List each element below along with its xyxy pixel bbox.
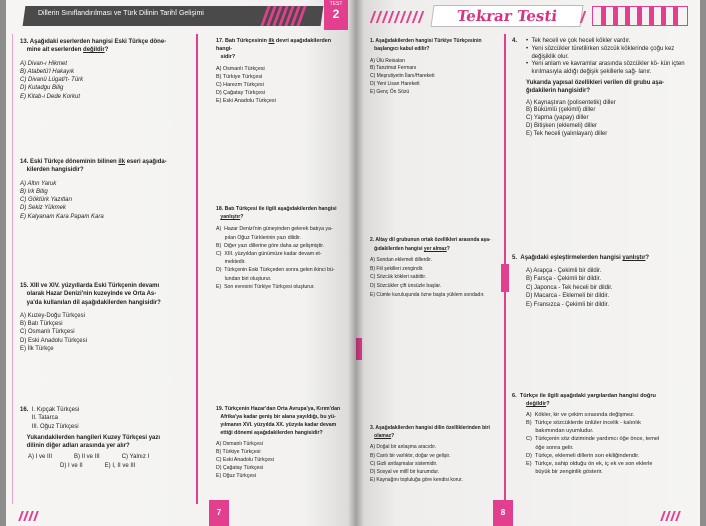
- option[interactable]: E) Kitab-ı Dede Korkut: [20, 93, 81, 100]
- test-number: 2: [332, 7, 340, 21]
- option[interactable]: B) Türkiye Türkçesi: [216, 449, 261, 455]
- option[interactable]: D) Bitişken (eklemeli) diller: [526, 122, 598, 129]
- page-title: Tekrar Testi: [430, 5, 583, 27]
- option[interactable]: C) Türkçenin söz diziminde yardımcı öğe önce, temel: [526, 436, 660, 443]
- option[interactable]: E) Tek heceli (yalınlayan) diller: [526, 130, 608, 137]
- question-stem: Aşağıdakilerden hangisi Türkiye Türkçesinin: [375, 38, 482, 44]
- option[interactable]: D) Çağatay Türkçesi: [216, 465, 264, 471]
- option[interactable]: D) Sözcükler çift ünsüzle başlar.: [370, 282, 442, 289]
- option[interactable]: B) Diğer yazı dillerine göre daha az gelişmiştir.: [216, 242, 325, 249]
- option[interactable]: D) Türkçe, eklemeli dillerin son ekiliğindendir.: [526, 452, 640, 459]
- test-label: TEST: [329, 1, 343, 7]
- question-19: [216, 405, 348, 480]
- question-stem-emphasis: yer almaz: [423, 245, 447, 252]
- side-tab: [501, 264, 509, 292]
- question-6: [512, 392, 696, 476]
- option[interactable]: B) Irk Bitig: [20, 188, 48, 195]
- option[interactable]: D) Kutadgu Bilig: [20, 85, 64, 92]
- question-stem-end: ?: [546, 401, 550, 408]
- test-badge: [324, 0, 348, 30]
- option[interactable]: B) Türkiye Türkçesi: [216, 74, 263, 81]
- question-stem-emphasis: ilk: [268, 38, 275, 44]
- option[interactable]: C) Eski Anadolu Türkçesi: [216, 457, 274, 463]
- question-18: [216, 205, 346, 291]
- option[interactable]: B) Farsça - Çekimli bir dildir.: [526, 276, 602, 283]
- option[interactable]: D) I ve II: [60, 462, 83, 469]
- question-stem: başlangıcı kabul edilir?: [374, 45, 430, 52]
- question-stem-end: ?: [645, 255, 650, 261]
- question-stem: ğıdakilerden hangisi: [374, 245, 424, 252]
- right-page-number: 8: [493, 500, 513, 526]
- question-stem-end: ?: [391, 433, 395, 440]
- question-stem: devri aşağıdakilerden hangi-: [216, 38, 332, 52]
- option[interactable]: A) Arapça - Çekimli bir dildir.: [526, 267, 602, 274]
- question-stem: yılmanın XVI. yüzyılda XX. yüzyıla kadar devam: [220, 422, 337, 428]
- option[interactable]: E) Eski Anadolu Türkçesi: [216, 97, 276, 104]
- option[interactable]: D) Macarca - Eklemeli bir dildir.: [526, 293, 610, 300]
- statement-bullet: Yeni anlam ve kavramlar arasında sözcükler kö- kün içten kırılmasıyla aldığı değişik şekillerle sağ- lanır.: [531, 61, 685, 76]
- left-header-stripes: [264, 6, 314, 26]
- question-number: 17.: [216, 38, 224, 44]
- option[interactable]: C) Sözcük kökleri sabittir.: [370, 274, 427, 281]
- option[interactable]: C) Harezm Türkçesi: [216, 81, 264, 88]
- question-stem: Batı Türkçesi ile ilgili aşağıdakilerden hangisi: [224, 206, 337, 212]
- option[interactable]: D) Sekiz Yükmek: [20, 205, 66, 212]
- option[interactable]: E) Oğuz Türkçesi: [216, 473, 256, 479]
- question-number: 3.: [370, 425, 375, 431]
- question-number: 14.: [20, 159, 29, 165]
- option[interactable]: B) Tanzimat Fermanı: [370, 65, 417, 72]
- question-2: [370, 236, 500, 299]
- question-stem-end: ?: [240, 214, 244, 221]
- option[interactable]: C) Osmanlı Türkçesi: [20, 329, 75, 336]
- left-page-number: 7: [209, 500, 229, 526]
- option-continued: öğe sonra gelir.: [526, 444, 574, 451]
- option[interactable]: A) Ülü Reisaları: [370, 57, 406, 64]
- option[interactable]: E) Cümle kuruluşunda özne başta yüklem sondadır.: [370, 291, 485, 298]
- question-stem-emphasis: yanlıştır: [220, 214, 241, 221]
- option[interactable]: D) Türkçenin Eski Türkçeden sonra gelen ikinci bü-: [216, 267, 335, 274]
- question-stem: Aşağıdaki eserlerden hangisi Eski Türkçe döne-: [29, 39, 167, 45]
- option[interactable]: E) İlk Türkçe: [20, 346, 54, 353]
- option[interactable]: B) Türkçe sözcüklerde ünlüler incelik - kalınlık: [526, 420, 641, 427]
- option[interactable]: B) Bükümlü (çekimli) diller: [526, 107, 596, 114]
- question-stem: Türkçenin Hazar'dan Orta Avrupa'ya, Kırım'dan: [224, 406, 341, 412]
- book-gutter: [348, 0, 364, 526]
- option[interactable]: C) Divanü Lügati't- Türk: [20, 77, 84, 84]
- option-continued: büyük bir zenginlik gösterir.: [526, 468, 603, 475]
- option[interactable]: A) Kökler, kir ve çekim sırasında değişmez.: [526, 412, 635, 419]
- question-number: 18.: [216, 206, 224, 212]
- option[interactable]: C) Yalnız I: [121, 454, 150, 461]
- question-stem: Aşağıdakilerden hangisi dilin özelliklerinden biri: [375, 425, 490, 431]
- right-page: [356, 0, 700, 526]
- option[interactable]: C) Gizli antlaşmalar sistemidir.: [370, 460, 438, 467]
- option[interactable]: E) Genç Ön Sözü: [370, 88, 410, 95]
- left-header-title: Dillerin Sınıflandırılması ve Türk Dilinin Tarihî Gelişimi: [38, 10, 204, 17]
- question-stem: ya'da kullanılan dil aşağıdakilerden hangisidir?: [26, 299, 161, 306]
- right-header-stripes-mid: [582, 10, 588, 22]
- option[interactable]: B) II ve III: [74, 454, 100, 461]
- question-stem: ettiği dönemi aşağıdakilerden hangisidir?: [220, 430, 323, 436]
- question-3: [370, 424, 500, 484]
- question-stem-emphasis: ilk: [118, 159, 126, 165]
- option-continued: mektedir.: [216, 259, 246, 266]
- question-stem: kilerden hangisidir?: [26, 167, 84, 174]
- column-divider: [196, 34, 198, 504]
- option[interactable]: D) Eski Anadolu Türkçesi: [20, 337, 87, 344]
- question-stem: Yukarıda yapısal özellikleri verilen dil grubu aşa-: [526, 79, 665, 86]
- question-number: 5.: [512, 255, 518, 261]
- option[interactable]: D) Yeni Lisan Hareketi: [370, 80, 420, 87]
- statement-bullet: Tek heceli ve çok heceli kökler vardır.: [531, 38, 631, 44]
- question-number: 2.: [370, 237, 375, 243]
- question-number: 6.: [512, 393, 517, 399]
- question-stem: eseri aşağıda-: [125, 159, 167, 165]
- option[interactable]: E) I, II ve III: [104, 462, 136, 469]
- right-header-stripes-left: [372, 10, 426, 22]
- question-stem: ğıdakilerin hangisidir?: [526, 87, 591, 94]
- question-number: 16.: [20, 407, 29, 413]
- statement-item: I. Kıpçak Türkçesi: [31, 407, 80, 413]
- option[interactable]: B) Atabetü'l Hakayık: [20, 68, 74, 75]
- question-number: 15.: [20, 283, 29, 289]
- option[interactable]: C) XIII. yüzyıldan günümüze kadar devam et-: [216, 251, 322, 258]
- question-number: 1.: [370, 38, 375, 44]
- question-stem-emphasis: yanlıştır: [622, 255, 646, 261]
- option[interactable]: A) Osmanlı Türkçesi: [216, 66, 265, 73]
- question-stem: mine ait eserlerden: [26, 47, 84, 54]
- option[interactable]: A) Altın Yaruk: [20, 180, 57, 187]
- statement-item: III. Oğuz Türkçesi: [31, 423, 79, 430]
- question-16: [20, 406, 195, 470]
- option[interactable]: D) Sosyal ve millî bir kurumdur.: [370, 469, 440, 476]
- question-5: [512, 254, 694, 310]
- question-stem-emphasis: değildir: [83, 47, 105, 54]
- left-page: [6, 0, 356, 526]
- option[interactable]: B) Batı Türkçesi: [20, 321, 63, 328]
- question-number: 19.: [216, 406, 224, 412]
- option[interactable]: E) Kaynağını topluluğa göre kendisi korur.: [370, 477, 463, 484]
- option-continued: bakımından uyumludur.: [526, 428, 594, 435]
- question-stem: XIII ve XIV. yüzyıllarda Eski Türkçenin devamı: [30, 283, 160, 289]
- question-stem: dilinin diğer adları arasında yer alır?: [26, 443, 130, 450]
- question-stem: Afrika'ya kadar geniş bir alana yayıldığı, bu yü-: [220, 414, 336, 420]
- option[interactable]: A) Sondan eklemeli dillerdir.: [370, 257, 432, 264]
- option-continued: lundan biri oluşturur.: [216, 275, 272, 282]
- question-number: 13.: [20, 39, 29, 45]
- question-15: [20, 282, 195, 353]
- option[interactable]: A) Doğal bir anlaşma aracıdır.: [370, 444, 437, 451]
- right-header-box: [592, 6, 688, 26]
- statement-bullet: Yeni sözcükler türetilirken sözcük köklerinde çoğu kez değişiklik olur.: [531, 45, 675, 60]
- option[interactable]: B) Canlı bir varlıktır, doğar ve gelişir.: [370, 452, 451, 459]
- option[interactable]: E) Son evresini Türkiye Türkçesi oluşturur.: [216, 283, 315, 290]
- left-bottom-stripes: [20, 508, 40, 526]
- question-stem: Yukarıdakilerden hangileri Kuzey Türkçesi yazı: [26, 434, 161, 441]
- option[interactable]: E) Fransızca - Çekimli bir dildir.: [526, 301, 610, 308]
- question-stem: Altay dil grubunun ortak özellikleri arasında aşa-: [375, 237, 491, 243]
- option[interactable]: C) Yapma (yapay) diller: [526, 115, 589, 122]
- option[interactable]: A) Divan-ı Hikmet: [20, 60, 68, 67]
- left-margin-line: [12, 34, 13, 504]
- option[interactable]: C) Japonca - Tek heceli bir dildir.: [526, 284, 613, 291]
- option-continued: pılan Oğuz Türklerinin yazı dilidir.: [216, 234, 301, 241]
- statement-item: II. Tatarca: [31, 415, 58, 422]
- question-stem-emphasis: olamaz: [374, 433, 392, 440]
- option[interactable]: B) Fiil şekilleri zengindir.: [370, 265, 424, 272]
- option[interactable]: A) Kuzey-Doğu Türkçesi: [20, 312, 85, 319]
- question-stem: olarak Hazar Denizi'nin kuzeyinde ve Orta As-: [26, 291, 157, 298]
- option[interactable]: E) Türkçe, sahip olduğu ön ek, iç ek ve son eklerle: [526, 460, 653, 467]
- right-bottom-stripes: [662, 508, 682, 526]
- question-stem: Türkçe ile ilgili aşağıdaki yargılardan hangisi doğru: [519, 393, 656, 399]
- question-14: [20, 158, 195, 221]
- question-number: 4.: [512, 38, 518, 44]
- option[interactable]: A) Osmanlı Türkçesi: [216, 441, 263, 447]
- option[interactable]: D) Çağatay Türkçesi: [216, 89, 266, 96]
- question-stem: sidir?: [220, 53, 236, 60]
- question-stem-end: ?: [104, 47, 109, 54]
- question-1: [370, 38, 500, 97]
- question-4: 4. • Tek heceli ve çok heceli kökler vardır. • Yeni sözcükler türetilirken sözcük köklerinde çoğu kez değişiklik olur. • Yeni anlam ve kavramlar arasında sözcükler kö- kün içten kırılmasıyla aldığı değişik şekillerle sağ- lanır. Yukarıda yapısal özellikleri verilen dil grubu aşa- ğıdakilerin hangisidir? A) Kaynaştıran (polisentetik) diller B) Bükümlü (çekimli) diller C) Yapma (yapay) diller D) Bitişken (eklemeli) diller E) Tek heceli (yalınlayan) diller: [512, 38, 694, 139]
- question-13: [20, 38, 195, 101]
- question-stem: Eski Türkçe döneminin bilinen: [30, 159, 119, 165]
- question-17: [216, 38, 344, 105]
- option[interactable]: A) Hazar Denizi'nin güneyinden gelerek batıya ya-: [216, 226, 333, 233]
- option[interactable]: C) Göktürk Yazıtları: [20, 197, 73, 204]
- question-stem-emphasis: değildir: [526, 401, 547, 408]
- question-stem: Batı Türkçesinin: [225, 38, 269, 44]
- option[interactable]: A) I ve III: [28, 454, 53, 461]
- option[interactable]: E) Kalyanam Kara Papam Kara: [20, 213, 104, 220]
- option[interactable]: C) Meşrutiyetin İlanı/Hareketi: [370, 73, 435, 80]
- question-stem: Aşağıdaki eşleştirmelerden hangisi: [520, 255, 623, 261]
- option[interactable]: A) Kaynaştıran (polisentetik) diller: [526, 99, 616, 106]
- question-stem-end: ?: [446, 245, 450, 252]
